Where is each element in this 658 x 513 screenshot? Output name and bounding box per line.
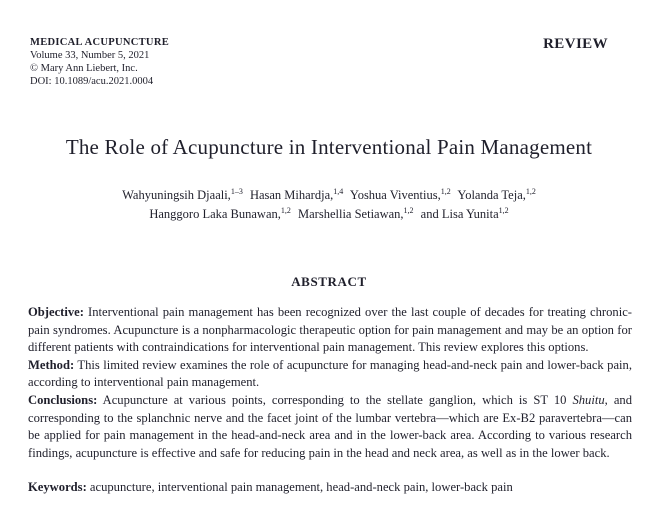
conclusions-italic-term: Shuitu — [572, 392, 605, 407]
journal-name: MEDICAL ACUPUNCTURE — [30, 37, 170, 48]
keywords-line — [28, 479, 632, 496]
author-affiliation-sup: 1–3 — [230, 186, 243, 196]
article-title: The Role of Acupuncture in Interventional Pain Management — [65, 135, 593, 159]
conclusions-text-2: , and corresponding to the splanchnic nerve and the facet joint of the lumbar vertebra—which are Ex-B2 paravertebra—can be applied for pain management in the head-and-neck area and in the lower-back area. According to various research findings, acupuncture is effective and safe for reducing pain in the head and neck area, as well as in the lower back. — [28, 392, 632, 460]
keywords-label: Keywords: — [28, 480, 87, 495]
authors-line-1 — [0, 186, 658, 205]
author: Hasan Mihardja,$^{1,4}$ — [249, 186, 344, 202]
author: and Lisa Yunita$^{1,2}$ — [420, 205, 509, 221]
abstract-objective-paragraph — [28, 304, 632, 357]
method-label: Method: — [28, 357, 75, 372]
journal-doi: DOI: 10.1089/acu.2021.0004 — [30, 76, 154, 87]
author: Hanggoro Laka Bunawan,$^{1,2}$ — [149, 205, 291, 221]
abstract-body — [28, 304, 632, 462]
article-type-label: REVIEW — [543, 36, 608, 52]
author-affiliation-sup: 1,2 — [403, 205, 414, 215]
objective-text: Interventional pain management has been recognized over the last couple of decades for treating chronic-pain syndromes. Acupuncture is a nonpharmacologic therapeutic option for pain management and may be an option for different patients with contraindications for interventional pain management. This review explores this options. — [28, 305, 632, 355]
author: Yoshua Viventius,$^{1,2}$ — [349, 186, 451, 202]
page-header — [0, 0, 658, 88]
author: Yolanda Teja,$^{1,2}$ — [457, 186, 536, 202]
author: Wahyuningsih Djaali,$^{1-3}$ — [122, 186, 243, 202]
author-affiliation-sup: 1,4 — [333, 186, 344, 196]
journal-volume: Volume 33, Number 5, 2021 — [30, 50, 150, 61]
authors-block — [0, 186, 658, 224]
author: Marshellia Setiawan,$^{1,2}$ — [298, 205, 414, 221]
author-affiliation-sup: 1,2 — [280, 205, 291, 215]
authors-line-2 — [0, 205, 658, 224]
author-affiliation-sup: 1,2 — [440, 186, 451, 196]
keywords-text: acupuncture, interventional pain management, head-and-neck pain, lower-back pain — [86, 480, 513, 495]
objective-label: Objective: — [28, 305, 84, 319]
abstract-method-paragraph — [28, 357, 632, 392]
conclusions-text-1: Acupuncture at various points, corresponding to the stellate ganglion, which is ST 10 — [97, 392, 573, 407]
method-text: This limited review examines the role of acupuncture for managing head-and-neck pain and lower-back pain, according to interventional pain management. — [28, 357, 632, 390]
abstract-conclusions-paragraph — [28, 392, 632, 462]
journal-copyright: © Mary Ann Liebert, Inc. — [30, 63, 138, 74]
author-affiliation-sup: 1,2 — [498, 205, 509, 215]
author-affiliation-sup: 1,2 — [525, 186, 536, 196]
journal-info-block — [30, 36, 169, 88]
abstract-heading: ABSTRACT — [291, 274, 367, 289]
conclusions-label: Conclusions: — [28, 392, 98, 407]
